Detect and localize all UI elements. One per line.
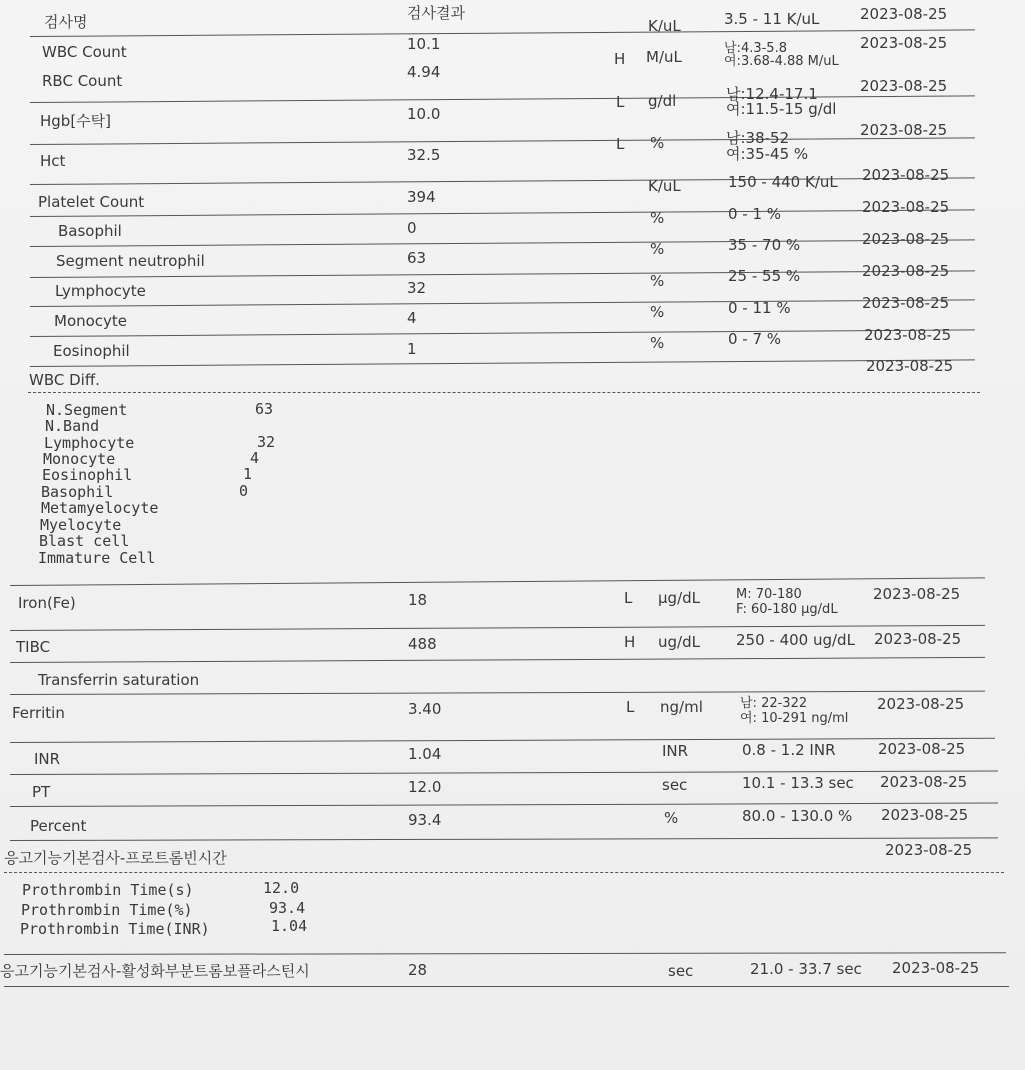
test-name: WBC Count — [42, 43, 127, 61]
diff-value: 4 — [250, 449, 260, 467]
test-name: Percent — [30, 817, 87, 835]
test-unit: % — [650, 272, 665, 290]
test-result: 10.0 — [407, 105, 441, 123]
pt-label: Prothrombin Time(%) — [21, 901, 193, 919]
row-divider — [10, 837, 998, 841]
test-result: 4 — [407, 309, 417, 327]
aptt-date: 2023-08-25 — [892, 959, 980, 977]
test-name: Hct — [40, 152, 66, 170]
test-unit: % — [650, 240, 665, 258]
row-divider — [4, 986, 1009, 987]
test-flag: H — [624, 633, 636, 651]
test-unit: ng/ml — [660, 698, 703, 716]
test-date: 2023-08-25 — [862, 230, 950, 248]
test-name: Platelet Count — [38, 193, 145, 211]
test-ref-female: 여:11.5-15 g/dl — [726, 100, 837, 118]
test-date: 2023-08-25 — [864, 326, 952, 344]
row-divider — [4, 952, 1006, 955]
test-date: 2023-08-25 — [877, 695, 965, 713]
test-date: 2023-08-25 — [881, 806, 969, 824]
test-date: 2023-08-25 — [880, 773, 968, 791]
test-result: 63 — [407, 249, 427, 267]
header-result: 검사결과 — [407, 4, 465, 22]
pt-group-title: 응고기능기본검사-프로트롬빈시간 — [4, 849, 227, 867]
test-ref: 35 - 70 % — [728, 236, 801, 254]
test-date: 2023-08-25 — [862, 294, 950, 312]
test-date: 2023-08-25 — [862, 166, 950, 184]
test-unit: M/uL — [646, 48, 682, 66]
test-date: 2023-08-25 — [860, 121, 948, 139]
diff-label: Blast cell — [39, 532, 130, 550]
row-divider — [10, 691, 985, 695]
test-result: 18 — [408, 591, 428, 609]
pt-label: Prothrombin Time(s) — [22, 881, 194, 899]
test-ref-female: 여: 10-291 ng/ml — [740, 711, 849, 726]
test-unit: % — [650, 134, 665, 152]
test-date: 2023-08-25 — [873, 585, 961, 603]
test-date: 2023-08-25 — [860, 34, 948, 52]
pt-value: 1.04 — [271, 917, 308, 935]
test-date: 2023-08-25 — [860, 5, 948, 23]
test-ref-female: 여:3.68-4.88 M/uL — [724, 54, 839, 69]
test-name: Basophil — [58, 222, 122, 240]
dashed-divider — [28, 392, 980, 393]
test-date: 2023-08-25 — [860, 77, 948, 95]
test-result: 1 — [407, 340, 417, 358]
test-result: 4.94 — [407, 63, 441, 81]
diff-label: Lymphocyte — [44, 434, 135, 452]
test-flag: L — [626, 698, 635, 716]
test-name: PT — [32, 783, 51, 801]
test-result: 394 — [407, 188, 436, 206]
test-flag: H — [614, 50, 626, 68]
row-divider — [30, 209, 975, 217]
test-ref-female: 여:35-45 % — [726, 145, 809, 163]
test-unit: % — [650, 334, 665, 352]
test-name: Transferrin saturation — [38, 671, 200, 689]
test-ref-male: 남: 22-322 — [740, 696, 808, 711]
test-name: Monocyte — [54, 312, 128, 330]
diff-label: Basophil — [41, 483, 114, 501]
test-name: RBC Count — [42, 72, 123, 90]
diff-value: 1 — [243, 465, 253, 483]
row-divider — [10, 577, 985, 586]
test-name: INR — [34, 750, 61, 768]
test-result: 1.04 — [408, 745, 442, 763]
aptt-ref: 21.0 - 33.7 sec — [750, 960, 862, 978]
test-ref-male: 남:38-52 — [726, 129, 790, 147]
diff-label: N.Segment — [46, 401, 128, 419]
test-result: 32 — [407, 279, 427, 297]
test-name: Iron(Fe) — [18, 594, 76, 612]
test-unit: µg/dL — [658, 589, 700, 607]
test-ref: 80.0 - 130.0 % — [742, 807, 853, 825]
row-divider — [10, 657, 985, 663]
test-flag: L — [616, 135, 625, 153]
test-name: Ferritin — [12, 704, 65, 722]
test-name: Segment neutrophil — [56, 252, 205, 270]
diff-label: Myelocyte — [40, 516, 122, 534]
aptt-result: 28 — [408, 961, 428, 979]
test-date: 2023-08-25 — [874, 630, 962, 648]
test-ref: 10.1 - 13.3 sec — [742, 774, 854, 792]
row-divider — [30, 329, 975, 337]
pt-group-date: 2023-08-25 — [885, 841, 973, 859]
test-ref: 150 - 440 K/uL — [728, 173, 838, 191]
pt-value: 12.0 — [263, 879, 300, 897]
diff-value: 63 — [255, 400, 274, 418]
test-unit: % — [650, 209, 665, 227]
header-test-name: 검사명 — [44, 13, 88, 31]
pt-value: 93.4 — [269, 899, 306, 917]
test-unit: % — [664, 809, 679, 827]
row-divider — [30, 137, 975, 145]
test-date: 2023-08-25 — [862, 262, 950, 280]
diff-label: Immature Cell — [38, 549, 156, 567]
aptt-title: 응고기능기본검사-활성화부분트롬보플라스틴시 — [0, 962, 310, 980]
test-date: 2023-08-25 — [862, 198, 950, 216]
diff-label: N.Band — [45, 417, 100, 435]
test-unit: ug/dL — [658, 633, 700, 651]
wbc-diff-date: 2023-08-25 — [866, 357, 954, 375]
test-result: 12.0 — [408, 778, 442, 796]
test-name: Eosinophil — [53, 342, 130, 360]
test-result: 93.4 — [408, 811, 442, 829]
test-result: 0 — [407, 219, 417, 237]
pt-label: Prothrombin Time(INR) — [20, 920, 210, 938]
diff-value: 32 — [257, 433, 276, 451]
test-flag: L — [616, 93, 625, 111]
diff-label: Metamyelocyte — [41, 499, 159, 517]
row-divider — [30, 239, 975, 247]
test-ref: 0 - 11 % — [728, 299, 791, 317]
diff-value: 0 — [239, 482, 249, 500]
aptt-unit: sec — [668, 962, 694, 980]
test-ref: 0 - 1 % — [728, 205, 782, 223]
test-unit: g/dl — [648, 92, 677, 110]
test-unit: K/uL — [648, 177, 681, 195]
test-unit: INR — [662, 742, 689, 760]
test-ref: 0 - 7 % — [728, 330, 782, 348]
test-ref: 250 - 400 ug/dL — [736, 631, 855, 649]
test-name: TIBC — [16, 638, 51, 656]
diff-label: Monocyte — [43, 450, 116, 468]
test-ref-male: 남:4.3-5.8 — [724, 41, 787, 56]
row-divider — [30, 299, 975, 307]
test-result: 10.1 — [407, 35, 441, 53]
test-unit: K/uL — [648, 17, 681, 35]
test-name: Lymphocyte — [55, 282, 146, 300]
test-result: 488 — [408, 635, 437, 653]
row-divider — [10, 738, 995, 743]
test-unit: % — [650, 303, 665, 321]
test-ref: 25 - 55 % — [728, 267, 801, 285]
test-flag: L — [624, 589, 633, 607]
test-date: 2023-08-25 — [878, 740, 966, 758]
test-result: 3.40 — [408, 700, 442, 718]
row-divider — [30, 270, 975, 278]
diff-label: Eosinophil — [42, 466, 133, 484]
test-name: Hgb[수탁] — [40, 112, 112, 130]
test-unit: sec — [662, 776, 688, 794]
row-divider — [30, 359, 975, 367]
test-result: 32.5 — [407, 146, 441, 164]
test-ref-male: 남:12.4-17.1 — [726, 85, 818, 103]
test-ref: 0.8 - 1.2 INR — [742, 741, 836, 759]
dashed-divider — [4, 872, 1004, 873]
test-ref-female: F: 60-180 µg/dL — [736, 602, 838, 617]
test-ref: 3.5 - 11 K/uL — [724, 10, 820, 28]
wbc-diff-title: WBC Diff. — [29, 371, 100, 389]
test-ref-male: M: 70-180 — [736, 587, 802, 602]
row-divider — [30, 29, 975, 37]
